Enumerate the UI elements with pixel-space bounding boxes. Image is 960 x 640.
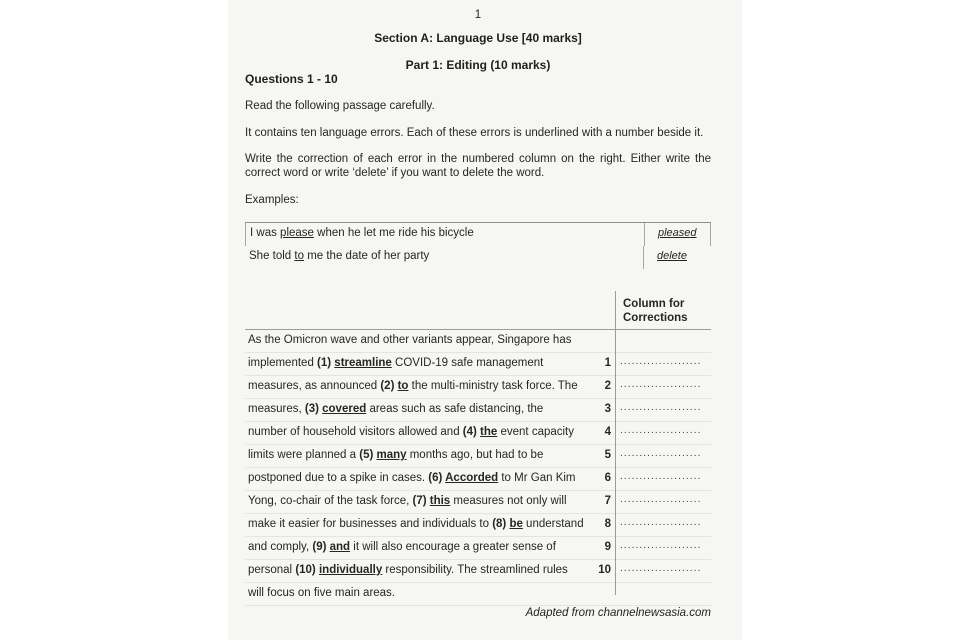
example-answer-divider [644,223,645,246]
answer-dots: ..................... [620,425,702,436]
instruction-write-line1: Write the correction of each error in the numbered column on the right. Either write the [245,153,711,165]
document-sheet [228,0,742,640]
passage-text-segment: make it easier for businesses and individuals to [248,518,493,530]
question-number: 3 [604,403,611,415]
passage-text-segment: limits were planned a [248,449,360,461]
passage-text-segment: measures, as announced [248,380,381,392]
passage-row [245,422,711,445]
passage-text-segment: personal [248,564,296,576]
passage-text-segment: will focus on five main areas. [248,587,396,599]
source-attribution: Adapted from channelnewsasia.com [525,607,711,619]
passage-text-segment: understand [522,518,584,530]
instruction-read: Read the following passage carefully. [245,100,435,112]
answer-dots: ..................... [620,540,702,551]
corrections-column-header [623,297,688,325]
corrections-header-line2: Corrections [623,312,688,324]
answer-dots: ..................... [620,517,702,528]
passage-text-segment: COVID-19 safe management [391,357,544,369]
examples-table [245,222,711,269]
passage-text-segment: number of household visitors allowed and [248,426,463,438]
passage-text-segment: it will also encourage a greater sense of [350,541,556,553]
passage-text-segment: (5) [359,449,377,461]
passage-line-text [248,334,571,346]
passage-line-text [248,449,543,461]
page-number: 1 [474,9,482,21]
passage-line-text [248,472,576,484]
passage-text-segment: (3) [304,403,323,415]
example-text-before: She told [249,250,295,262]
answer-dots: ..................... [620,402,702,413]
answer-dots: ..................... [620,448,702,459]
passage-line-text [248,518,584,530]
passage-row [245,537,711,560]
question-number: 6 [604,472,611,484]
passage-line-text [248,541,556,553]
passage-text-segment: (2) [380,380,398,392]
part-title: Part 1: Editing (10 marks) [405,58,551,72]
passage-text-segment: Yong, co-chair of the task force, [248,495,413,507]
answer-dots: ..................... [620,494,702,505]
passage-text-segment: areas such as safe distancing, the [366,403,544,415]
passage-line-text [248,357,543,369]
example-sentence [249,250,429,262]
question-number: 9 [604,541,611,553]
passage-row [245,330,711,353]
question-number: 4 [604,426,611,438]
passage-text-segment: to Mr Gan Kim [498,472,576,484]
error-word: many [376,449,407,461]
error-word: the [480,426,498,438]
error-word: individually [318,564,383,576]
passage-text-segment: postponed due to a spike in cases. [248,472,429,484]
passage-line-text [248,380,578,392]
error-word: Accorded [445,472,499,484]
question-number: 10 [598,564,611,576]
questions-range-label: Questions 1 - 10 [245,72,338,86]
passage-row [245,353,711,376]
passage-text-segment: responsibility. The streamlined rules [382,564,568,576]
example-text-after: when he let me ride his bicycle [313,227,474,239]
passage-row [245,376,711,399]
error-word: streamline [334,357,392,369]
example-text-before: I was [250,227,281,239]
answer-dots: ..................... [620,563,702,574]
passage-text-segment: (8) [492,518,510,530]
passage-text-segment: event capacity [497,426,575,438]
examples-label: Examples: [245,194,299,206]
passage-row [245,583,711,606]
question-number: 7 [604,495,611,507]
error-word: covered [322,403,367,415]
instruction-contains: It contains ten language errors. Each of these errors is underlined with a number beside it. [245,127,704,139]
passage-row [245,468,711,491]
question-number: 2 [604,380,611,392]
error-word: to [397,380,409,392]
passage-text-segment: (7) [412,495,430,507]
example-row [245,223,711,246]
passage-text-segment: (9) [312,541,330,553]
passage-text-segment: measures, [248,403,305,415]
answer-dots: ..................... [620,356,702,367]
passage-text-segment: As the Omicron wave and other variants appear, Singapore has [248,334,572,346]
error-word: this [429,495,451,507]
passage-text-segment: (1) [317,357,335,369]
passage-text-segment: (6) [428,472,446,484]
example-answer-divider [643,246,644,269]
passage-text-segment: measures not only will [450,495,567,507]
passage-row [245,399,711,422]
example-error-word: please [280,227,314,239]
answer-dots: ..................... [620,379,702,390]
instruction-write-line2: correct word or write ‘delete’ if you want to delete the word. [245,167,545,179]
question-number: 5 [604,449,611,461]
passage-row [245,445,711,468]
passage-text-segment: (4) [462,426,481,438]
example-sentence [250,227,474,239]
passage-row [245,560,711,583]
answer-dots: ..................... [620,471,702,482]
question-number: 8 [604,518,611,530]
example-error-word: to [294,250,304,262]
passage-text-segment: and comply, [248,541,313,553]
passage-text-segment: (10) [295,564,319,576]
section-title: Section A: Language Use [40 marks] [374,31,582,45]
error-word: and [329,541,351,553]
passage-line-text [248,587,395,599]
question-number: 1 [604,357,611,369]
passage-line-text [248,403,543,415]
passage-text-segment: the multi-ministry task force. The [408,380,578,392]
instruction-write [245,152,711,180]
example-answer: delete [657,250,687,262]
corrections-header-line1: Column for [623,298,685,310]
passage-text-segment: months ago, but had to be [406,449,544,461]
passage-line-text [248,495,567,507]
passage-text-segment: implemented [248,357,318,369]
example-text-after: me the date of her party [304,250,430,262]
passage-row [245,491,711,514]
passage-rows [245,330,711,606]
error-word: be [509,518,523,530]
example-answer: pleased [658,227,697,239]
passage-line-text [248,426,574,438]
example-row [245,246,711,269]
passage-line-text [248,564,568,576]
passage-row [245,514,711,537]
